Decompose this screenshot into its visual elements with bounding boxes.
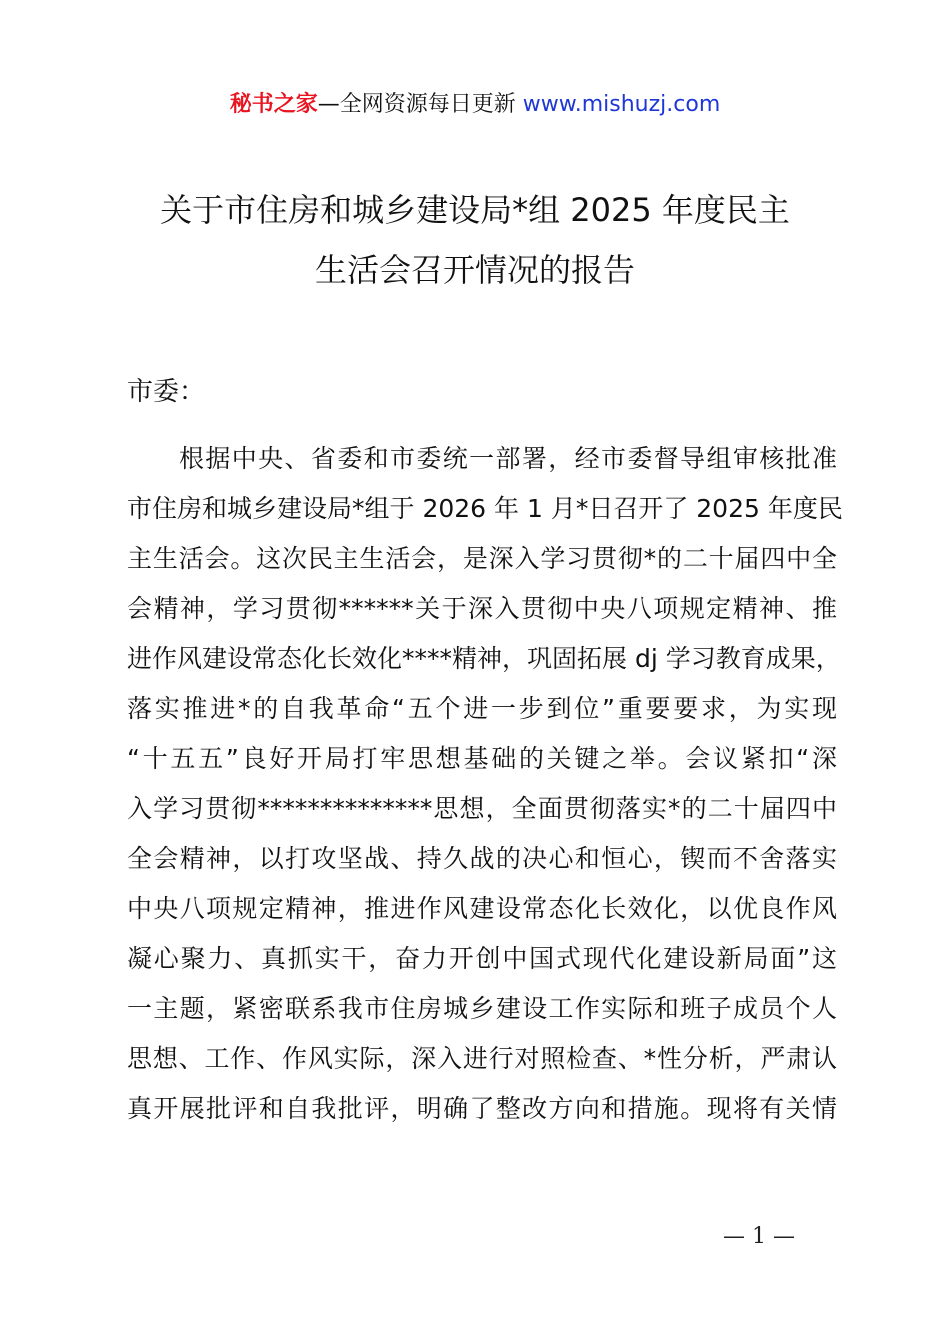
- page-number: — 1 —: [723, 1224, 795, 1249]
- salutation: 市委：: [127, 377, 206, 407]
- body-line: “十五五”良好开局打牢思想基础的关键之举。会议紧扣“深: [127, 744, 837, 773]
- body-line: 会精神，学习贯彻******关于深入贯彻中央八项规定精神、推: [127, 594, 837, 623]
- document-title: [60, 180, 890, 300]
- body-line: 思想、工作、作风实际，深入进行对照检查、*性分析，严肃认: [127, 1044, 837, 1073]
- body-line: 进作风建设常态化长效化****精神，巩固拓展 dj 学习教育成果，: [127, 644, 841, 673]
- watermark-tagline: —全网资源每日更新: [317, 92, 523, 117]
- watermark-brand: 秘书之家: [229, 92, 318, 117]
- body-line: 根据中央、省委和市委统一部署，经市委督导组审核批准: [179, 444, 837, 473]
- body-line: 入学习贯彻**************思想，全面贯彻落实*的二十届四中: [127, 794, 837, 823]
- body-line: 市住房和城乡建设局*组于 2026 年 1 月*日召开了 2025 年度民: [127, 494, 843, 523]
- body-line: 凝心聚力、真抓实干，奋力开创中国式现代化建设新局面”这: [127, 944, 837, 973]
- body-line: 落实推进*的自我革命“五个进一步到位”重要要求，为实现: [127, 694, 837, 723]
- document-title-line: 生活会召开情况的报告: [314, 251, 635, 289]
- body-line: 一主题，紧密联系我市住房城乡建设工作实际和班子成员个人: [127, 994, 837, 1023]
- body-paragraph: [127, 434, 843, 1134]
- watermark-header: [0, 88, 950, 122]
- body-line: 真开展批评和自我批评，明确了整改方向和措施。现将有关情: [127, 1094, 837, 1123]
- body-line: 全会精神，以打攻坚战、持久战的决心和恒心，锲而不舍落实: [127, 844, 837, 873]
- document-title-line: 关于市住房和城乡建设局*组 2025 年度民主: [160, 191, 790, 229]
- body-line: 中央八项规定精神，推进作风建设常态化长效化，以优良作风: [127, 894, 837, 923]
- body-line: 主生活会。这次民主生活会，是深入学习贯彻*的二十届四中全: [127, 544, 837, 573]
- watermark-url-link[interactable]: www.mishuzj.com: [522, 92, 721, 117]
